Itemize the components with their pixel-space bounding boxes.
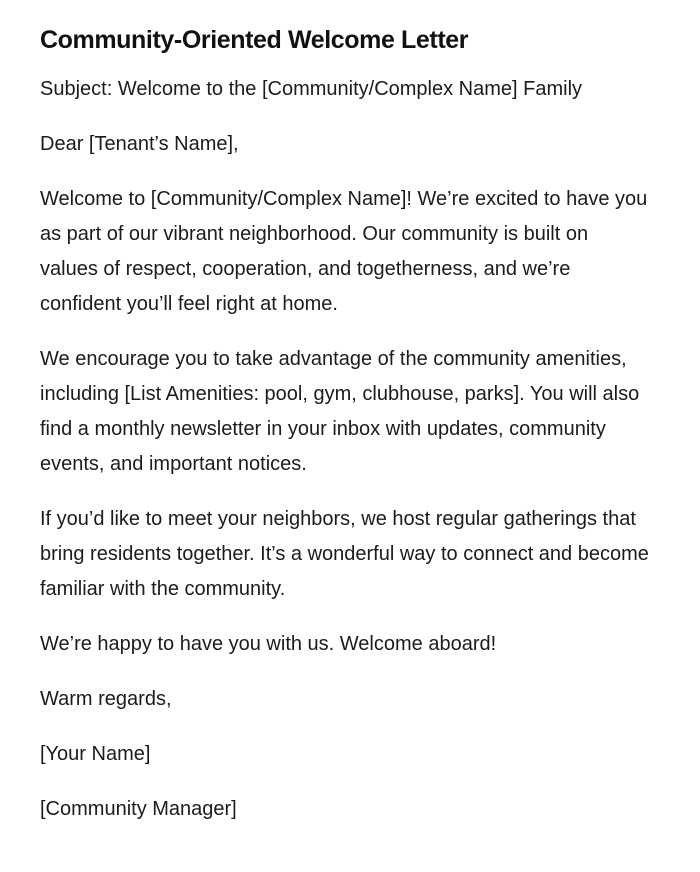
- closing: Warm regards,: [40, 688, 172, 710]
- signature-title: [Community Manager]: [40, 798, 237, 820]
- body-paragraph-welcome: Welcome to [Community/Complex Name]! We’re excited to have you as part of our vibrant neighborhood. Our community is built on values of respect, cooperation, and togetherness, and we’re confident you’ll feel right at home.: [40, 188, 648, 315]
- subject-line: Subject: Welcome to the [Community/Complex Name] Family: [40, 78, 583, 100]
- letter-document: [40, 22, 650, 847]
- signature-name: [Your Name]: [40, 743, 151, 765]
- body-paragraph-closing-note: We’re happy to have you with us. Welcome aboard!: [40, 633, 497, 655]
- salutation: Dear [Tenant’s Name],: [40, 133, 239, 155]
- body-paragraph-gatherings: If you’d like to meet your neighbors, we host regular gatherings that bring residents together. It’s a wonderful way to connect and become familiar with the community.: [40, 508, 649, 600]
- body-paragraph-amenities: We encourage you to take advantage of the community amenities, including [List Amenities: pool, gym, clubhouse, parks]. You will also find a monthly newsletter in your inbox with updates, community events, and important notices.: [40, 348, 640, 475]
- document-title: Community-Oriented Welcome Letter: [40, 26, 469, 54]
